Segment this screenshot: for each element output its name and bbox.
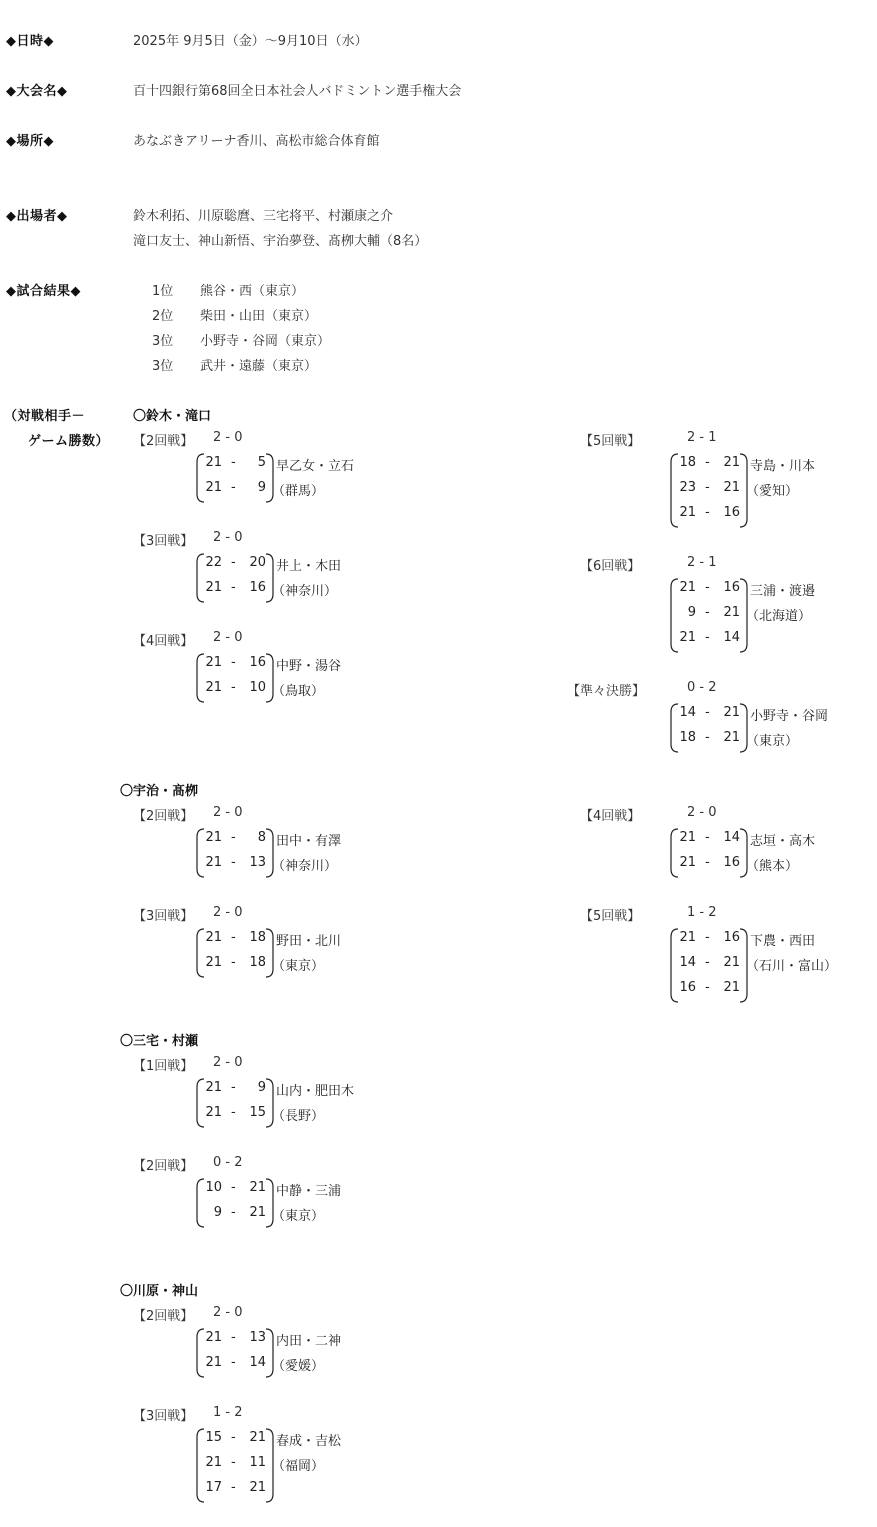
game-score-own: 21 (205, 655, 222, 670)
game-score-own: 21 (679, 830, 696, 845)
opponent-name: 田中・有澤 (276, 834, 342, 849)
opponent-name: 下農・西田 (750, 934, 816, 949)
game-score-opp: 18 (249, 930, 266, 945)
round-label: 【4回戦】 (133, 634, 194, 649)
opponent-prefecture: （東京） (272, 959, 325, 974)
opponent-name: 早乙女・立石 (276, 459, 355, 474)
date-label: ◆日時◆ (6, 34, 54, 49)
round-label: 【3回戦】 (133, 909, 194, 924)
match-score: 2 - 1 (687, 555, 717, 570)
match-score: 2 - 0 (213, 805, 243, 820)
bracket-left (197, 454, 204, 502)
game-score-opp: 11 (249, 1455, 266, 1470)
opponent-name: 山内・肥田木 (276, 1084, 355, 1099)
game-score-dash: - (231, 1205, 236, 1220)
match-score: 2 - 0 (213, 1305, 243, 1320)
round-label: 【2回戦】 (133, 809, 194, 824)
opponent-prefecture: （神奈川） (272, 584, 338, 599)
game-score-opp: 18 (249, 955, 266, 970)
game-score-dash: - (705, 630, 710, 645)
round-label: 【2回戦】 (133, 434, 194, 449)
game-score-opp: 21 (723, 730, 740, 745)
opponent-name: 中静・三浦 (276, 1184, 342, 1199)
game-score-own: 21 (679, 930, 696, 945)
game-score-dash: - (231, 1105, 236, 1120)
match-score: 1 - 2 (687, 905, 717, 920)
match-score: 2 - 1 (687, 430, 717, 445)
game-score-dash: - (231, 480, 236, 495)
opponent-prefecture: （東京） (272, 1209, 325, 1224)
game-score-opp: 9 (257, 480, 266, 495)
round-label: 【準々決勝】 (567, 684, 646, 699)
game-score-own: 18 (679, 730, 696, 745)
bracket-left (197, 1329, 204, 1377)
bracket-left (197, 829, 204, 877)
game-score-dash: - (705, 580, 710, 595)
game-score-dash: - (231, 580, 236, 595)
game-score-own: 21 (205, 955, 222, 970)
game-score-dash: - (231, 855, 236, 870)
match-score: 1 - 2 (213, 1405, 243, 1420)
opponent-prefecture: （北海道） (746, 609, 812, 624)
game-score-own: 9 (213, 1205, 222, 1220)
game-score-opp: 21 (249, 1430, 266, 1445)
game-score-opp: 21 (723, 455, 740, 470)
opponent-prefecture: （熊本） (746, 859, 799, 874)
game-score-dash: - (705, 505, 710, 520)
game-score-opp: 21 (723, 955, 740, 970)
game-score-opp: 21 (723, 605, 740, 620)
game-score-opp: 21 (249, 1180, 266, 1195)
game-score-dash: - (231, 1330, 236, 1345)
opponent-name: 内田・二神 (276, 1334, 342, 1349)
date-value: 2025年 9月5日（金）～9月10日（水） (133, 34, 368, 49)
game-score-opp: 14 (723, 630, 740, 645)
game-score-opp: 9 (257, 1080, 266, 1095)
opponent-name: 春成・吉松 (276, 1434, 342, 1449)
opponent-prefecture: （愛媛） (272, 1359, 325, 1374)
opponent-name: 中野・湯谷 (276, 659, 342, 674)
game-score-dash: - (231, 930, 236, 945)
opponent-name: 三浦・渡邉 (750, 584, 816, 599)
round-label: 【1回戦】 (133, 1059, 194, 1074)
game-score-dash: - (705, 955, 710, 970)
game-score-own: 17 (205, 1480, 222, 1495)
game-score-opp: 13 (249, 855, 266, 870)
game-score-opp: 16 (723, 930, 740, 945)
game-score-own: 21 (205, 830, 222, 845)
game-score-own: 9 (687, 605, 696, 620)
matchups-label-line-1: （対戦相手－ (4, 409, 86, 424)
match-score: 2 - 0 (213, 630, 243, 645)
game-score-dash: - (705, 855, 710, 870)
game-score-dash: - (231, 555, 236, 570)
game-score-dash: - (705, 480, 710, 495)
game-score-opp: 10 (249, 680, 266, 695)
game-score-own: 21 (679, 505, 696, 520)
opponent-name: 小野寺・谷岡 (750, 709, 829, 724)
game-score-own: 21 (205, 1455, 222, 1470)
bracket-left (197, 1179, 204, 1227)
game-score-opp: 8 (257, 830, 266, 845)
opponent-prefecture: （神奈川） (272, 859, 338, 874)
match-score: 0 - 2 (687, 680, 717, 695)
game-score-own: 16 (679, 980, 696, 995)
game-score-opp: 21 (723, 705, 740, 720)
game-score-own: 21 (679, 855, 696, 870)
game-score-dash: - (705, 605, 710, 620)
game-score-dash: - (231, 455, 236, 470)
bracket-left (197, 1079, 204, 1127)
game-score-own: 21 (679, 630, 696, 645)
opponent-name: 志垣・高木 (750, 834, 816, 849)
match-score: 2 - 0 (213, 1055, 243, 1070)
game-score-dash: - (705, 980, 710, 995)
match-score: 2 - 0 (213, 530, 243, 545)
opponent-prefecture: （群馬） (272, 484, 325, 499)
game-score-opp: 16 (723, 580, 740, 595)
bracket-left (671, 579, 678, 652)
game-score-opp: 15 (249, 1105, 266, 1120)
game-score-dash: - (231, 680, 236, 695)
pair-title: 〇川原・神山 (120, 1284, 199, 1299)
game-score-opp: 21 (249, 1205, 266, 1220)
game-score-opp: 14 (723, 830, 740, 845)
result-team-1: 熊谷・西（東京） (200, 284, 305, 299)
players-line-1: 鈴木利拓、川原聡麿、三宅将平、村瀬康之介 (133, 209, 394, 224)
round-label: 【2回戦】 (133, 1309, 194, 1324)
bracket-left (671, 704, 678, 752)
game-score-own: 21 (205, 680, 222, 695)
result-rank-1: 1位 (152, 284, 174, 299)
game-score-own: 15 (205, 1430, 222, 1445)
game-score-own: 21 (205, 1355, 222, 1370)
opponent-prefecture: （福岡） (272, 1459, 325, 1474)
game-score-opp: 21 (723, 480, 740, 495)
bracket-left (197, 1429, 204, 1502)
game-score-opp: 16 (249, 655, 266, 670)
opponent-prefecture: （東京） (746, 734, 799, 749)
game-score-opp: 16 (249, 580, 266, 595)
game-score-own: 18 (679, 455, 696, 470)
round-label: 【3回戦】 (133, 1409, 194, 1424)
game-score-dash: - (231, 1355, 236, 1370)
pair-title: 〇鈴木・滝口 (133, 409, 212, 424)
tournament-value: 百十四銀行第68回全日本社会人バドミントン選手権大会 (133, 84, 462, 99)
result-team-4: 武井・遠藤（東京） (200, 359, 318, 374)
opponent-prefecture: （長野） (272, 1109, 325, 1124)
game-score-dash: - (705, 930, 710, 945)
players-label: ◆出場者◆ (6, 209, 68, 224)
game-score-dash: - (231, 955, 236, 970)
bracket-left (197, 554, 204, 602)
result-team-3: 小野寺・谷岡（東京） (200, 334, 331, 349)
round-label: 【5回戦】 (580, 434, 641, 449)
pair-title: 〇三宅・村瀬 (120, 1034, 199, 1049)
round-label: 【4回戦】 (580, 809, 641, 824)
opponent-name: 野田・北川 (276, 934, 342, 949)
result-rank-4: 3位 (152, 359, 174, 374)
result-rank-3: 3位 (152, 334, 174, 349)
match-score: 2 - 0 (213, 905, 243, 920)
round-label: 【3回戦】 (133, 534, 194, 549)
game-score-own: 21 (205, 1330, 222, 1345)
game-score-own: 21 (205, 480, 222, 495)
venue-value: あなぶきアリーナ香川、高松市総合体育館 (133, 134, 380, 149)
game-score-opp: 21 (723, 980, 740, 995)
game-score-dash: - (231, 655, 236, 670)
players-line-2: 滝口友士、神山新悟、宇治夢登、髙栁大輔（8名） (133, 234, 428, 249)
game-score-dash: - (231, 1455, 236, 1470)
match-score: 0 - 2 (213, 1155, 243, 1170)
game-score-dash: - (705, 455, 710, 470)
game-score-own: 21 (205, 930, 222, 945)
game-score-dash: - (231, 1480, 236, 1495)
game-score-dash: - (705, 830, 710, 845)
opponent-prefecture: （鳥取） (272, 684, 325, 699)
game-score-own: 14 (679, 705, 696, 720)
game-score-own: 14 (679, 955, 696, 970)
match-score: 2 - 0 (687, 805, 717, 820)
game-score-opp: 16 (723, 855, 740, 870)
round-label: 【5回戦】 (580, 909, 641, 924)
venue-label: ◆場所◆ (6, 134, 54, 149)
tournament-label: ◆大会名◆ (6, 84, 68, 99)
game-score-opp: 13 (249, 1330, 266, 1345)
game-score-dash: - (231, 1430, 236, 1445)
game-score-own: 21 (205, 1105, 222, 1120)
game-score-own: 23 (679, 480, 696, 495)
matchups-label-line-2: ゲーム勝数） (28, 434, 110, 449)
game-score-opp: 14 (249, 1355, 266, 1370)
game-score-dash: - (231, 1180, 236, 1195)
game-score-dash: - (705, 730, 710, 745)
result-team-2: 柴田・山田（東京） (200, 309, 318, 324)
bracket-left (671, 929, 678, 1002)
game-score-dash: - (705, 705, 710, 720)
bracket-left (197, 654, 204, 702)
opponent-prefecture: （石川・富山） (746, 959, 838, 974)
bracket-left (671, 454, 678, 527)
game-score-opp: 5 (257, 455, 266, 470)
opponent-name: 井上・木田 (276, 559, 342, 574)
bracket-left (197, 929, 204, 977)
game-score-opp: 21 (249, 1480, 266, 1495)
game-score-own: 21 (679, 580, 696, 595)
game-score-own: 21 (205, 855, 222, 870)
game-score-own: 22 (205, 555, 222, 570)
game-score-own: 10 (205, 1180, 222, 1195)
game-score-own: 21 (205, 580, 222, 595)
round-label: 【2回戦】 (133, 1159, 194, 1174)
pair-title: 〇宇治・髙栁 (120, 784, 199, 799)
match-score: 2 - 0 (213, 430, 243, 445)
result-rank-2: 2位 (152, 309, 174, 324)
game-score-opp: 20 (249, 555, 266, 570)
game-score-own: 21 (205, 1080, 222, 1095)
opponent-name: 寺島・川本 (750, 459, 816, 474)
game-score-dash: - (231, 1080, 236, 1095)
game-score-own: 21 (205, 455, 222, 470)
game-score-dash: - (231, 830, 236, 845)
opponent-prefecture: （愛知） (746, 484, 799, 499)
bracket-left (671, 829, 678, 877)
game-score-opp: 16 (723, 505, 740, 520)
round-label: 【6回戦】 (580, 559, 641, 574)
results-label: ◆試合結果◆ (6, 284, 81, 299)
